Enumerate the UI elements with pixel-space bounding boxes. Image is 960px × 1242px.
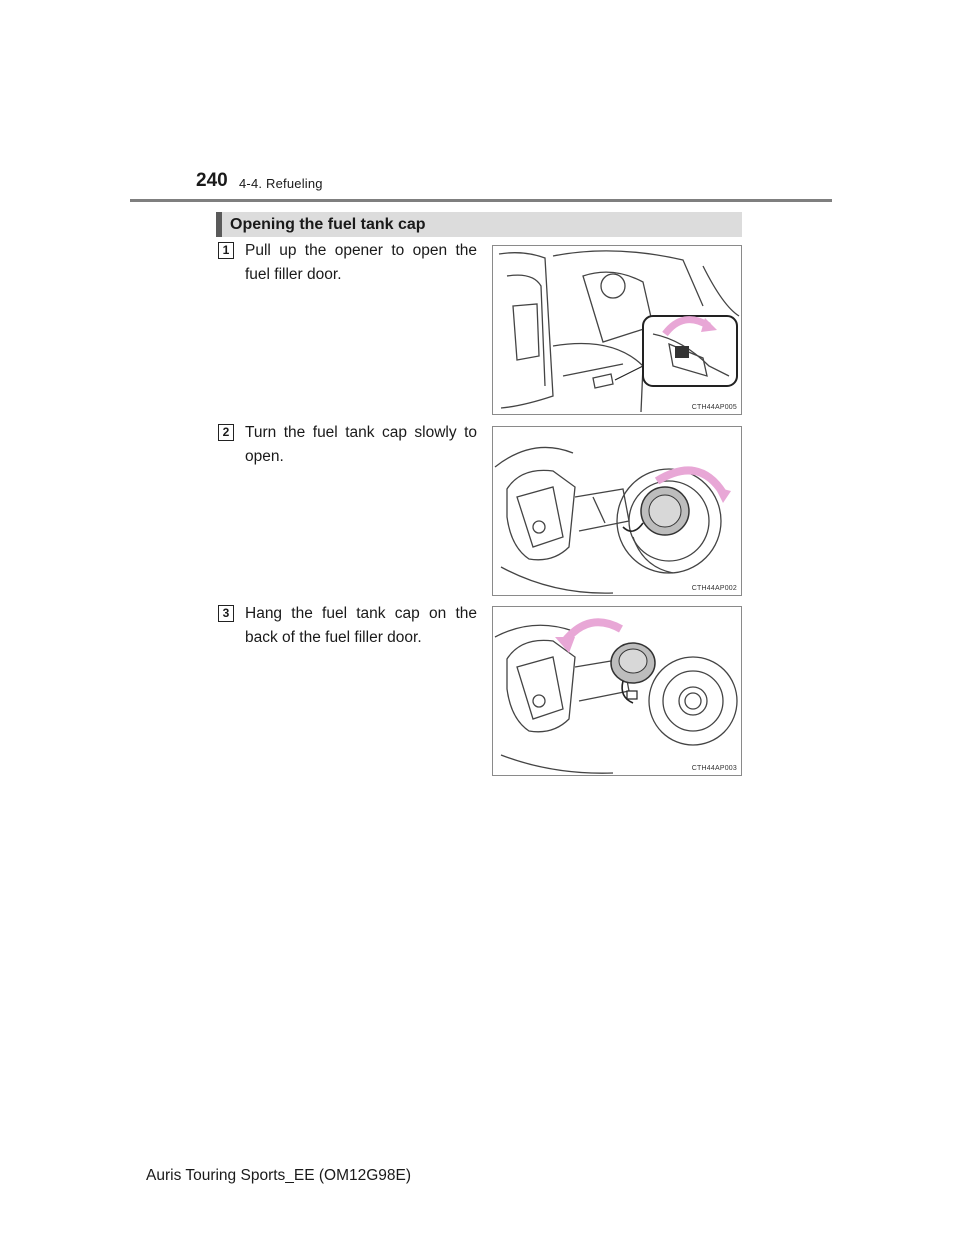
figure-fuel-opener: [492, 245, 742, 415]
step-text-3: Hang the fuel tank cap on the back of the fuel filler door.: [245, 605, 477, 646]
figure-fuel-cap-hang: [492, 606, 742, 776]
figure-code: CTH44AP005: [691, 404, 737, 411]
step-text-2: Turn the fuel tank cap slowly to open.: [245, 424, 477, 465]
footer-model: Auris Touring Sports_EE (OM12G98E): [146, 1167, 412, 1184]
figure-code: CTH44AP002: [691, 585, 737, 592]
step-number-2: 2: [218, 424, 234, 441]
header-rule: [130, 199, 832, 202]
section-label: 4-4. Refueling: [239, 176, 323, 191]
heading-marker: [216, 212, 222, 237]
fuel-cap-turn-illustration: [493, 427, 741, 595]
page-number: 240: [196, 170, 228, 191]
section-heading: [216, 212, 742, 237]
step-number-3: 3: [218, 605, 234, 622]
figure-fuel-cap-turn: [492, 426, 742, 596]
fuel-opener-lever-illustration: [493, 246, 741, 414]
heading-text: Opening the fuel tank cap: [230, 215, 426, 233]
fuel-cap-hang-illustration: [493, 607, 741, 775]
step-text-1: Pull up the opener to open the fuel filler door.: [245, 242, 477, 283]
step-number-1: 1: [218, 242, 234, 259]
figure-code: CTH44AP003: [691, 765, 737, 772]
